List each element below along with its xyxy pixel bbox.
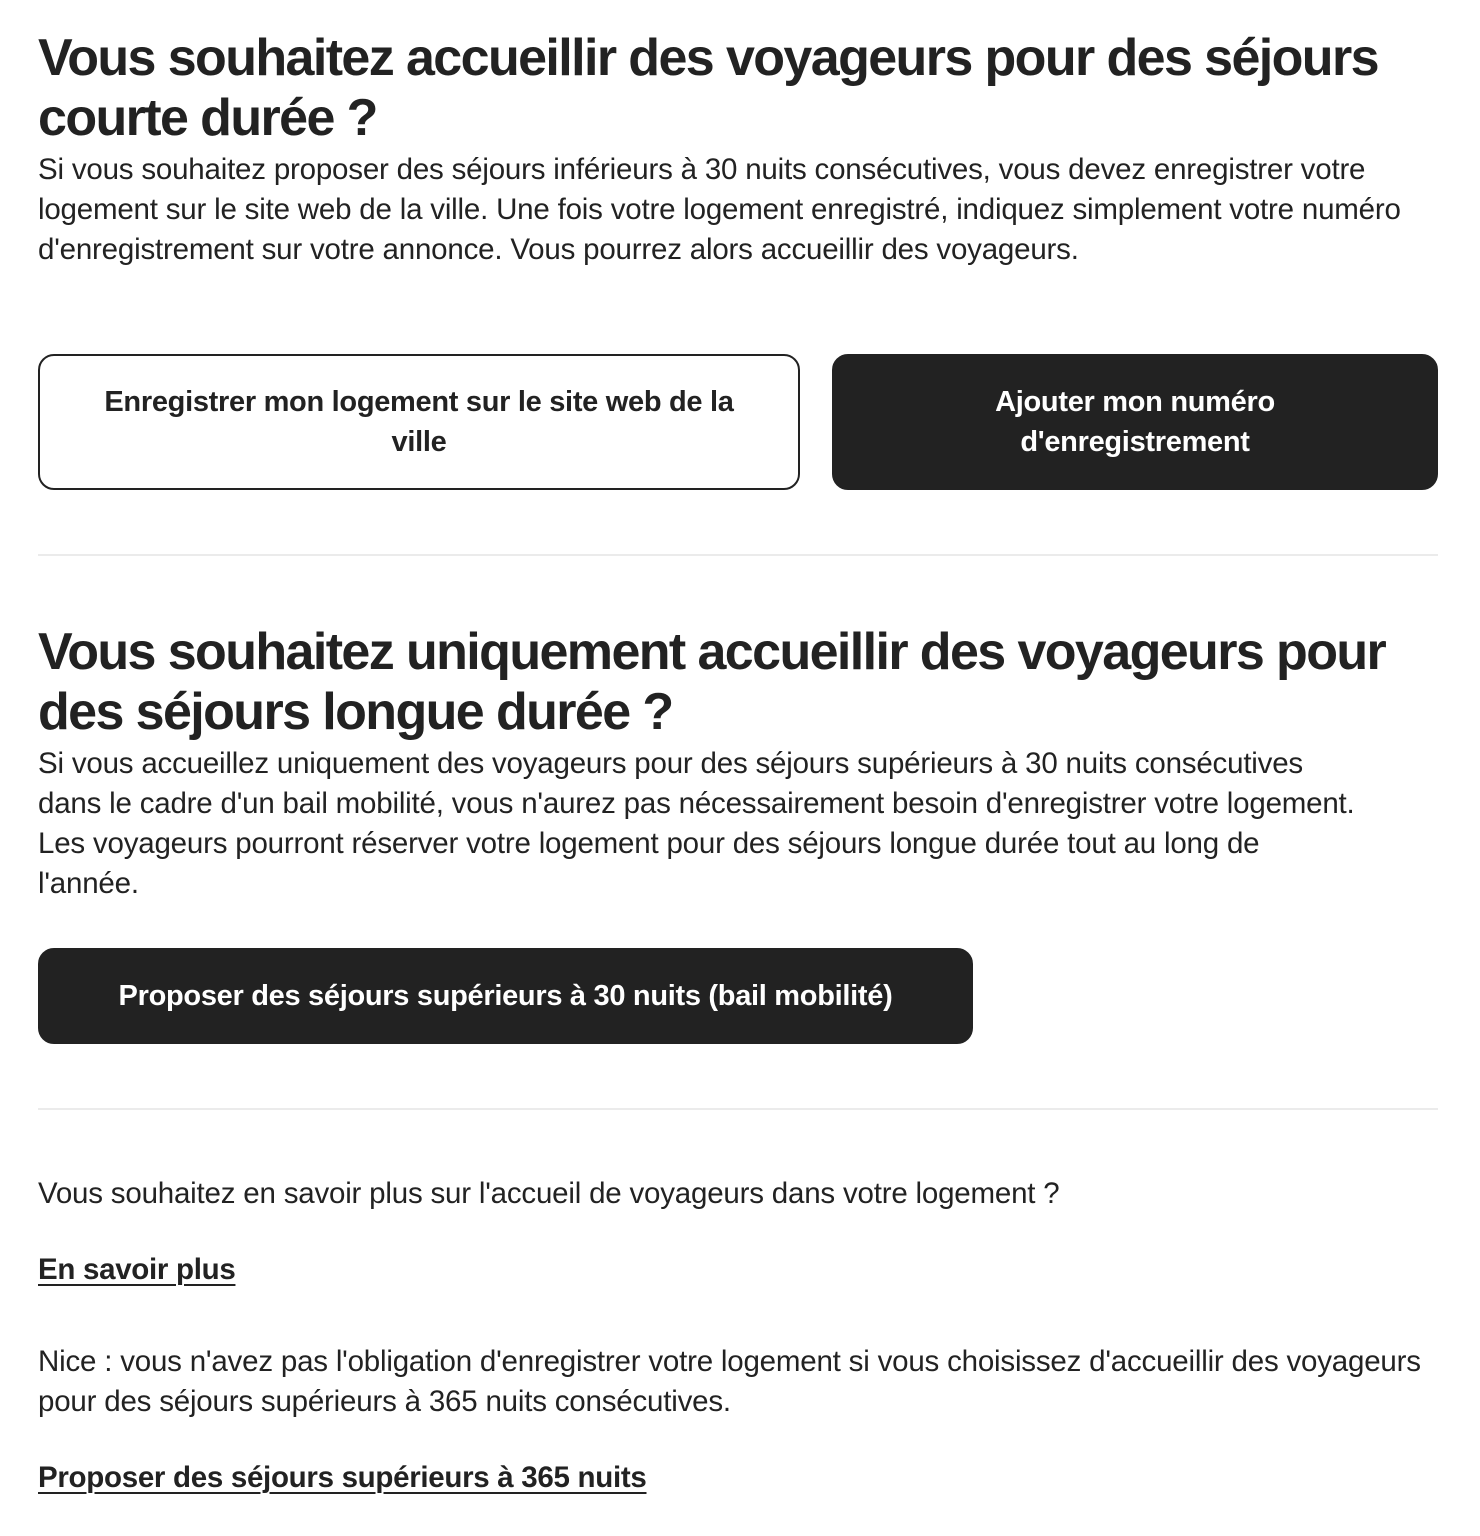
short-term-description: Si vous souhaitez proposer des séjours inférieurs à 30 nuits consécutives, vous devez enregistrer votre logement sur le site web de la ville. Une fois votre logement enregistré, indiquez simplement votre numéro d'enregistrement sur votre annonce. Vous pourrez alors accueillir des voyageurs. xyxy=(38,153,1401,266)
short-term-section xyxy=(38,28,1438,270)
long-term-description: Si vous accueillez uniquement des voyageurs pour des séjours supérieurs à 30 nuits consécutives dans le cadre d'un bail mobilité, vous n'aurez pas nécessairement besoin d'enregistrer votre logement. Les voyageurs pourront réserver votre logement pour des séjours longue durée tout au long de l'année. xyxy=(38,747,1355,900)
section-divider xyxy=(38,554,1438,556)
learn-more-link[interactable]: En savoir plus xyxy=(38,1253,236,1286)
short-term-title: Vous souhaitez accueillir des voyageurs pour des séjours courte durée ? xyxy=(38,29,1378,147)
offer-365-nights-link[interactable]: Proposer des séjours supérieurs à 365 nuits xyxy=(38,1461,647,1494)
long-term-section xyxy=(38,622,1438,904)
long-term-title: Vous souhaitez uniquement accueillir des voyageurs pour des séjours longue durée ? xyxy=(38,623,1386,741)
section-divider xyxy=(38,1108,1438,1110)
offer-long-stays-button[interactable]: Proposer des séjours supérieurs à 30 nuits (bail mobilité) xyxy=(38,948,973,1044)
add-registration-number-button[interactable]: Ajouter mon numéro d'enregistrement xyxy=(832,354,1438,490)
learn-more-question: Vous souhaitez en savoir plus sur l'accueil de voyageurs dans votre logement ? xyxy=(38,1177,1060,1210)
nice-exemption-note: Nice : vous n'avez pas l'obligation d'enregistrer votre logement si vous choisissez d'accueillir des voyageurs pour des séjours supérieurs à 365 nuits consécutives. xyxy=(38,1345,1421,1418)
register-on-city-website-button[interactable]: Enregistrer mon logement sur le site web de la ville xyxy=(38,354,800,490)
